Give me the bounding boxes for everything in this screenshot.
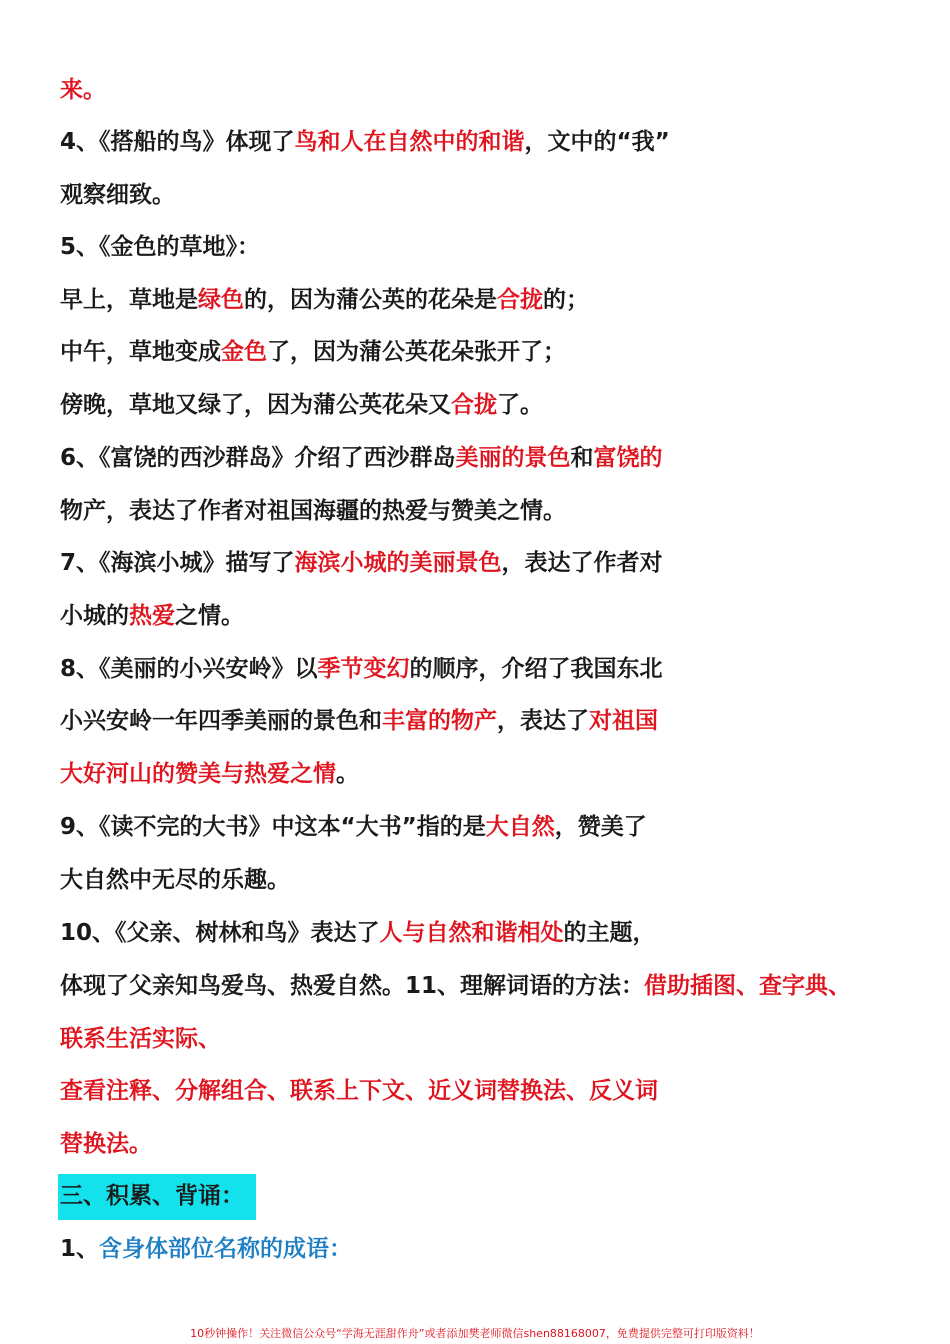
body-text: 7、《海滨小城》描写了	[60, 550, 295, 576]
highlight-text: 合拢	[451, 392, 497, 418]
body-text: 1、	[60, 1236, 100, 1262]
text-line-17	[60, 970, 851, 1002]
body-text: 之情。	[175, 603, 244, 629]
text-line-19	[60, 1075, 658, 1107]
highlight-text: 替换法。	[60, 1131, 152, 1157]
highlight-text: 借助插图、查字典、	[644, 973, 852, 999]
highlight-text: 人与自然和谐相处	[379, 920, 564, 946]
section-heading	[60, 1174, 256, 1220]
body-text: 的；	[543, 287, 589, 313]
text-line-22	[60, 1233, 352, 1265]
text-line-13	[60, 758, 359, 790]
body-text: ，赞美了	[554, 814, 647, 840]
text-line-5	[60, 336, 566, 368]
body-text: 8、《美丽的小兴安岭》以	[60, 656, 318, 682]
body-text: 物产，表达了作者对祖国海疆的热爱与赞美之情。	[60, 498, 566, 524]
text-line-11	[60, 653, 663, 685]
body-text: 观察细致。	[60, 182, 175, 208]
text-line-3	[60, 231, 260, 263]
body-text: 5、《金色的草地》：	[60, 234, 261, 260]
text-line-2	[60, 179, 175, 211]
footer-note: 10秒钟操作！关注微信公众号“学海无涯甜作舟”或者添加樊老师微信shen88168007，免费提供完整可打印版资料！	[190, 1327, 760, 1340]
highlight-text: 海滨小城的美丽景色	[294, 550, 502, 576]
body-text: 了，因为蒲公英花朵张开了；	[267, 339, 566, 365]
highlight-text: 对祖国	[589, 708, 658, 734]
body-text: 10、《父亲、树林和鸟》表达了	[60, 920, 380, 946]
highlight-text: 富饶的	[593, 445, 663, 471]
highlight-text: 丰富的物产	[382, 708, 497, 734]
body-text: 体现了父亲知鸟爱鸟、热爱自然。11、理解词语的方法：	[60, 973, 645, 999]
text-line-4	[60, 284, 589, 316]
highlight-text: 来。	[60, 77, 106, 103]
body-text: 早上，草地是	[60, 287, 198, 313]
body-text: 的主题，	[563, 920, 656, 946]
body-text: 6、《富饶的西沙群岛》介绍了西沙群岛	[60, 445, 456, 471]
body-text: 了。	[497, 392, 543, 418]
body-text: 4、《搭船的鸟》体现了	[60, 129, 295, 155]
text-line-8	[60, 495, 566, 527]
body-text: 大自然中无尽的乐趣。	[60, 867, 290, 893]
body-text: 和	[570, 445, 594, 471]
text-line-0	[60, 74, 106, 106]
text-line-6	[60, 389, 543, 421]
highlight-text: 绿色	[198, 287, 244, 313]
text-line-14	[60, 811, 647, 843]
text-line-10	[60, 600, 244, 632]
body-text: 傍晚，草地又绿了，因为蒲公英花朵又	[60, 392, 451, 418]
body-text: 小城的	[60, 603, 129, 629]
text-line-16	[60, 917, 656, 949]
highlight-text: 金色	[221, 339, 267, 365]
highlight-text: 大自然	[485, 814, 555, 840]
highlight-text: 鸟和人在自然中的和谐	[294, 129, 525, 155]
body-text: 。	[336, 761, 359, 787]
heading-highlight: 三、积累、背诵：	[58, 1174, 256, 1220]
body-text: 的顺序，介绍了我国东北	[409, 656, 663, 682]
text-line-12	[60, 705, 658, 737]
body-text: 小兴安岭一年四季美丽的景色和	[60, 708, 382, 734]
body-text: 9、《读不完的大书》中这本“大书”指的是	[60, 814, 486, 840]
text-line-20	[60, 1128, 152, 1160]
text-line-18	[60, 1023, 221, 1055]
highlight-text: 合拢	[497, 287, 543, 313]
highlight-text: 联系生活实际、	[60, 1026, 221, 1052]
body-text: 的，因为蒲公英的花朵是	[244, 287, 497, 313]
text-line-1	[60, 126, 670, 158]
body-text: 中午，草地变成	[60, 339, 221, 365]
text-line-7	[60, 442, 663, 474]
highlight-text: 热爱	[129, 603, 175, 629]
highlight-text: 查看注释、分解组合、联系上下文、近义词替换法、反义词	[60, 1078, 658, 1104]
body-text: ，表达了	[497, 708, 589, 734]
highlight-text: 大好河山的赞美与热爱之情	[60, 761, 336, 787]
highlight-text: 美丽的景色	[455, 445, 571, 471]
blue-text: 含身体部位名称的成语：	[99, 1236, 353, 1262]
body-text: ，表达了作者对	[501, 550, 663, 576]
body-text: ，文中的“我”	[524, 129, 670, 155]
highlight-text: 季节变幻	[317, 656, 410, 682]
text-line-15	[60, 864, 290, 896]
text-line-9	[60, 547, 663, 579]
